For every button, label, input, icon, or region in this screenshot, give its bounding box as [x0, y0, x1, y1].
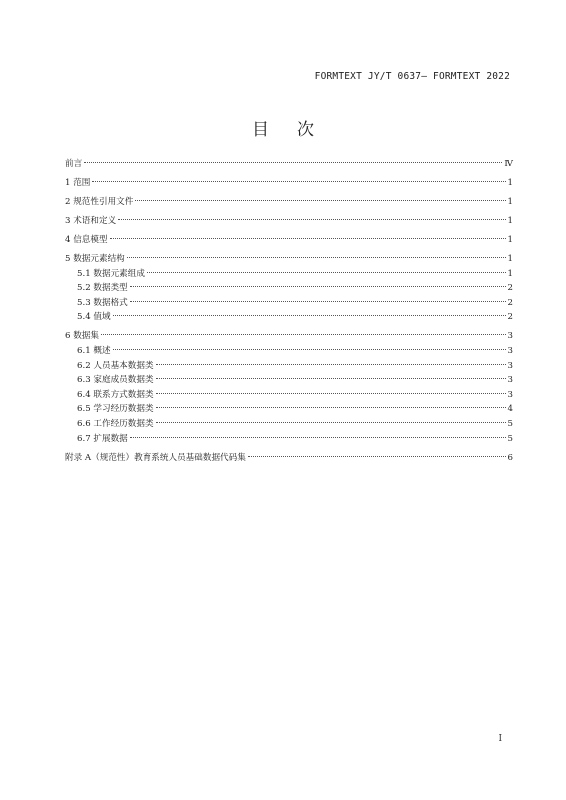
toc-entry-label: 附录 A（规范性）教育系统人员基础数据代码集: [65, 452, 246, 463]
toc-entry[interactable]: [65, 417, 513, 431]
toc-entry-label: 6.2 人员基本数据类: [77, 360, 154, 371]
toc-entry[interactable]: [65, 233, 513, 247]
toc-entry-page: 1: [507, 268, 513, 279]
toc-entry[interactable]: [65, 388, 513, 402]
toc-dot-leader: [156, 378, 506, 379]
toc-entry[interactable]: [65, 359, 513, 373]
toc-entry-label: 6 数据集: [65, 331, 99, 342]
toc-entry[interactable]: [65, 252, 513, 266]
toc-entry-page: 3: [507, 331, 513, 342]
toc-entry-label: 6.4 联系方式数据类: [77, 389, 154, 400]
page-title: 目次: [252, 120, 342, 140]
toc-entry[interactable]: [65, 296, 513, 310]
toc-entry[interactable]: [65, 157, 513, 171]
toc-dot-leader: [84, 162, 502, 163]
toc-entry-page: 2: [507, 283, 513, 294]
toc-entry[interactable]: [65, 281, 513, 295]
page-number: I: [498, 734, 502, 744]
toc-entry-label: 2 规范性引用文件: [65, 197, 134, 207]
toc-entry-label: 4 信息模型: [65, 235, 108, 245]
toc-entry-page: 1: [507, 197, 513, 207]
toc-entry-page: 3: [507, 345, 513, 356]
toc-entry-label: 5.1 数据元素组成: [77, 268, 145, 279]
toc-dot-leader: [118, 219, 505, 220]
toc-entry[interactable]: [65, 373, 513, 387]
toc-entry-page: 6: [507, 452, 513, 463]
toc-dot-leader: [147, 272, 506, 273]
toc-entry-page: 3: [507, 360, 513, 371]
toc-entry[interactable]: [65, 176, 513, 190]
toc-entry-page: 4: [507, 404, 513, 415]
toc-entry-page: 1: [507, 235, 513, 245]
toc-entry[interactable]: [65, 214, 513, 228]
table-of-contents: [65, 157, 513, 465]
toc-entry-page: 2: [507, 297, 513, 308]
toc-entry[interactable]: [65, 344, 513, 358]
toc-entry-page: 1: [507, 216, 513, 226]
toc-entry-label: 5 数据元素结构: [65, 254, 125, 264]
toc-entry-page: 5: [507, 418, 513, 429]
toc-dot-leader: [156, 393, 506, 394]
toc-entry-label: 6.3 家庭成员数据类: [77, 375, 154, 386]
toc-dot-leader: [135, 200, 505, 201]
toc-entry-page: 3: [507, 375, 513, 386]
toc-entry-label: 5.2 数据类型: [77, 283, 128, 294]
toc-entry-page: 3: [507, 389, 513, 400]
toc-entry[interactable]: [65, 451, 513, 465]
toc-entry-label: 3 术语和定义: [65, 216, 117, 226]
toc-dot-leader: [130, 301, 506, 302]
toc-dot-leader: [248, 456, 506, 457]
toc-entry-label: 5.4 值域: [77, 312, 111, 323]
toc-entry-page: 1: [507, 254, 513, 264]
toc-entry[interactable]: [65, 267, 513, 281]
toc-dot-leader: [127, 257, 506, 258]
toc-entry-label: 前言: [65, 159, 83, 169]
toc-dot-leader: [113, 349, 506, 350]
toc-dot-leader: [130, 286, 506, 287]
toc-entry-page: Ⅳ: [504, 159, 513, 169]
toc-entry-label: 6.6 工作经历数据类: [77, 418, 154, 429]
toc-entry-page: 1: [507, 178, 513, 188]
toc-dot-leader: [156, 407, 506, 408]
toc-dot-leader: [113, 315, 506, 316]
toc-entry[interactable]: [65, 329, 513, 343]
toc-entry-label: 6.1 概述: [77, 345, 111, 356]
toc-entry-label: 5.3 数据格式: [77, 297, 128, 308]
toc-dot-leader: [110, 238, 506, 239]
toc-entry-label: 6.5 学习经历数据类: [77, 404, 154, 415]
toc-dot-leader: [130, 437, 506, 438]
toc-entry-page: 2: [507, 312, 513, 323]
toc-dot-leader: [156, 364, 506, 365]
toc-entry-label: 1 范围: [65, 178, 91, 188]
toc-entry[interactable]: [65, 432, 513, 446]
toc-entry-label: 6.7 扩展数据: [77, 433, 128, 444]
toc-dot-leader: [101, 334, 506, 335]
toc-entry[interactable]: [65, 195, 513, 209]
toc-entry[interactable]: [65, 402, 513, 416]
toc-entry[interactable]: [65, 310, 513, 324]
toc-dot-leader: [92, 181, 505, 182]
toc-entry-page: 5: [507, 433, 513, 444]
toc-dot-leader: [156, 422, 506, 423]
document-code-header: FORMTEXT JY/T 0637— FORMTEXT 2022: [314, 71, 510, 82]
